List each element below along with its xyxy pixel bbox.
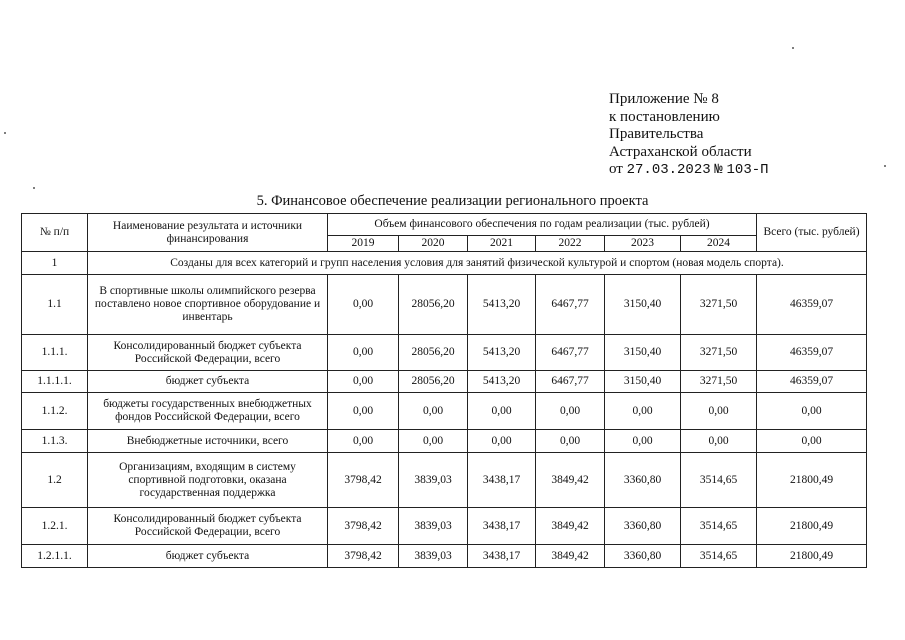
header-volume: Объем финансового обеспечения по годам реализации (тыс. рублей): [328, 214, 757, 236]
table-row: [22, 275, 867, 335]
row-num: 1.1.3.: [22, 430, 88, 453]
row-name: Организациям, входящим в систему спортивной подготовки, оказана государственная поддержка: [88, 453, 328, 508]
appendix-line-4: Астраханской области: [609, 143, 752, 160]
document-date: 27.03.2023: [626, 162, 711, 178]
row-num: 1.1.1.1.: [22, 371, 88, 393]
header-name: Наименование результата и источники финансирования: [88, 214, 328, 252]
cell-2019: 3798,42: [328, 545, 399, 568]
cell-2020: 3839,03: [399, 545, 468, 568]
row-num: 1.1: [22, 275, 88, 335]
row-name: бюджеты государственных внебюджетных фондов Российской Федерации, всего: [88, 393, 328, 430]
scan-speck: [4, 132, 6, 134]
cell-2019: 0,00: [328, 430, 399, 453]
cell-total: 21800,49: [757, 508, 867, 545]
cell-2020: 28056,20: [399, 335, 468, 371]
cell-2022: 0,00: [536, 430, 605, 453]
cell-2019: 3798,42: [328, 453, 399, 508]
cell-total: 0,00: [757, 393, 867, 430]
row-num: 1.1.1.: [22, 335, 88, 371]
cell-2020: 3839,03: [399, 453, 468, 508]
cell-2024: 3271,50: [681, 275, 757, 335]
cell-2023: 3150,40: [605, 371, 681, 393]
scan-speck: [33, 187, 35, 189]
cell-2019: 0,00: [328, 275, 399, 335]
number-prefix: №: [714, 162, 723, 178]
cell-2023: 0,00: [605, 393, 681, 430]
cell-2019: 0,00: [328, 335, 399, 371]
cell-2023: 3150,40: [605, 335, 681, 371]
header-year: 2022: [536, 236, 605, 252]
scan-speck: [884, 165, 886, 167]
cell-2019: 3798,42: [328, 508, 399, 545]
row-num: 1.2: [22, 453, 88, 508]
row-num: 1.2.1.1.: [22, 545, 88, 568]
cell-2022: 3849,42: [536, 508, 605, 545]
cell-2020: 0,00: [399, 430, 468, 453]
cell-2021: 5413,20: [468, 335, 536, 371]
cell-total: 46359,07: [757, 275, 867, 335]
cell-2024: 3271,50: [681, 335, 757, 371]
cell-2021: 0,00: [468, 393, 536, 430]
appendix-date-line: [609, 161, 769, 180]
cell-2023: 3360,80: [605, 545, 681, 568]
table-row: [22, 335, 867, 371]
row-num: 1.1.2.: [22, 393, 88, 430]
cell-2024: 3514,65: [681, 508, 757, 545]
section-title: 5. Финансовое обеспечение реализации регионального проекта: [256, 193, 649, 209]
appendix-line-3: Правительства: [609, 126, 704, 142]
table-row: [22, 453, 867, 508]
appendix-line-2: к постановлению: [609, 108, 720, 125]
cell-2022: 3849,42: [536, 453, 605, 508]
cell-2021: 3438,17: [468, 508, 536, 545]
section-num: 1: [22, 252, 88, 275]
cell-total: 46359,07: [757, 335, 867, 371]
cell-total: 46359,07: [757, 371, 867, 393]
cell-2019: 0,00: [328, 371, 399, 393]
appendix-block: [609, 91, 769, 180]
cell-2022: 0,00: [536, 393, 605, 430]
section-text: Созданы для всех категорий и групп населения условия для занятий физической культурой и спортом (новая модель спорта).: [88, 252, 867, 275]
cell-2020: 28056,20: [399, 275, 468, 335]
cell-2024: 3271,50: [681, 371, 757, 393]
cell-2023: 3360,80: [605, 508, 681, 545]
table-row: [22, 430, 867, 453]
appendix-line-1: Приложение № 8: [609, 91, 719, 107]
row-name: Консолидированный бюджет субъекта Российской Федерации, всего: [88, 508, 328, 545]
row-num: 1.2.1.: [22, 508, 88, 545]
header-year: 2023: [605, 236, 681, 252]
scan-speck: [792, 47, 794, 49]
row-name: бюджет субъекта: [88, 371, 328, 393]
cell-2019: 0,00: [328, 393, 399, 430]
header-year: 2020: [399, 236, 468, 252]
cell-2020: 28056,20: [399, 371, 468, 393]
cell-2020: 3839,03: [399, 508, 468, 545]
section-row: [22, 252, 867, 275]
header-year: 2019: [328, 236, 399, 252]
cell-total: 21800,49: [757, 545, 867, 568]
header-num: № п/п: [22, 214, 88, 252]
cell-2021: 5413,20: [468, 275, 536, 335]
financing-table: [21, 213, 867, 568]
header-year: 2024: [681, 236, 757, 252]
row-name: бюджет субъекта: [88, 545, 328, 568]
cell-2022: 3849,42: [536, 545, 605, 568]
cell-2021: 0,00: [468, 430, 536, 453]
table-row: [22, 545, 867, 568]
cell-2024: 0,00: [681, 430, 757, 453]
cell-2020: 0,00: [399, 393, 468, 430]
cell-total: 0,00: [757, 430, 867, 453]
row-name: Консолидированный бюджет субъекта Российской Федерации, всего: [88, 335, 328, 371]
cell-2022: 6467,77: [536, 275, 605, 335]
cell-2021: 3438,17: [468, 545, 536, 568]
date-prefix: от: [609, 161, 623, 177]
cell-2022: 6467,77: [536, 335, 605, 371]
cell-2021: 3438,17: [468, 453, 536, 508]
cell-total: 21800,49: [757, 453, 867, 508]
table-row: [22, 508, 867, 545]
document-number: 103-П: [726, 162, 769, 178]
table-row: [22, 393, 867, 430]
cell-2024: 3514,65: [681, 453, 757, 508]
cell-2021: 5413,20: [468, 371, 536, 393]
cell-2023: 3360,80: [605, 453, 681, 508]
row-name: Внебюджетные источники, всего: [88, 430, 328, 453]
cell-2024: 0,00: [681, 393, 757, 430]
row-name: В спортивные школы олимпийского резерва поставлено новое спортивное оборудование и инвентарь: [88, 275, 328, 335]
table-row: [22, 371, 867, 393]
cell-2024: 3514,65: [681, 545, 757, 568]
cell-2023: 0,00: [605, 430, 681, 453]
cell-2023: 3150,40: [605, 275, 681, 335]
header-year: 2021: [468, 236, 536, 252]
header-total: Всего (тыс. рублей): [757, 214, 867, 252]
cell-2022: 6467,77: [536, 371, 605, 393]
